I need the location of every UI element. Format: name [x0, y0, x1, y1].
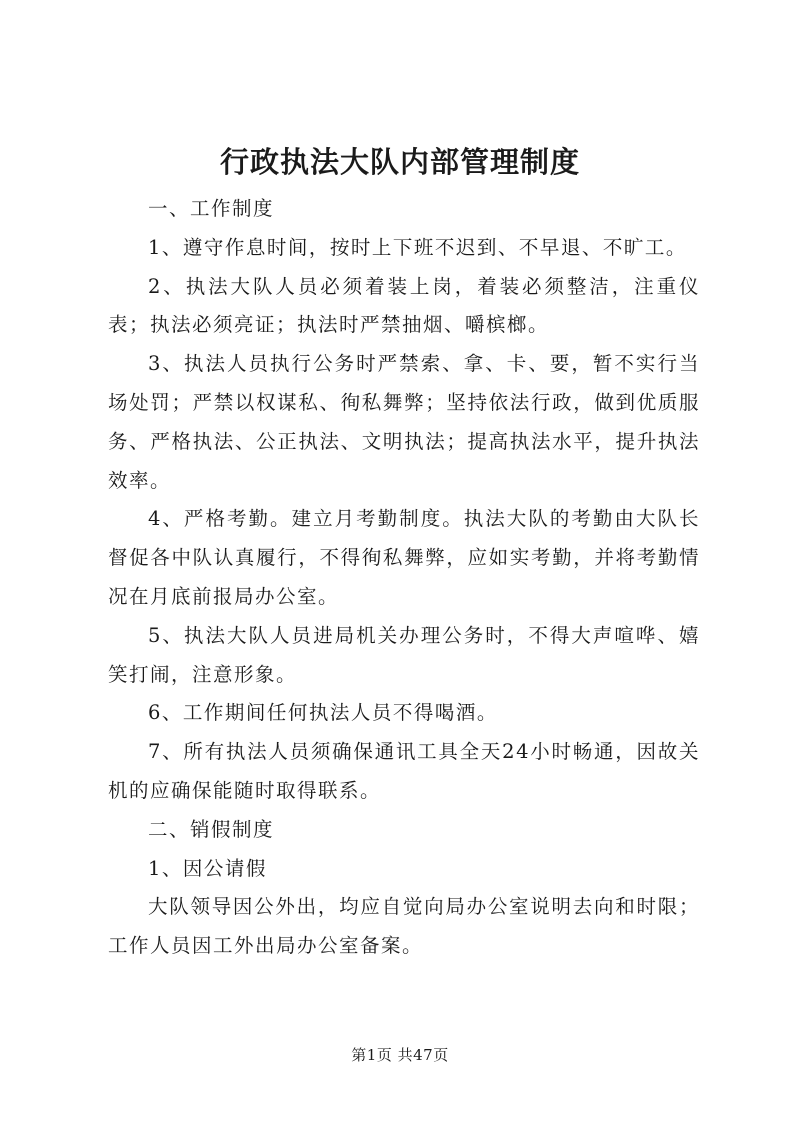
section-heading-work-rules: 一、工作制度	[147, 197, 274, 220]
subheading-official-leave: 1、因公请假	[147, 856, 267, 880]
paragraph-official-leave: 大队领导因公外出，均应自觉向局办公室说明去向和时限；工作人员因工外出局办公室备案。	[108, 895, 700, 958]
document-body	[108, 190, 700, 966]
paragraph-rule-7: 7、所有执法人员须确保通讯工具全天24小时畅通，因故关机的应确保能随时取得联系。	[108, 740, 700, 802]
document-title: 行政执法大队内部管理制度	[219, 145, 580, 179]
paragraph-rule-5: 5、执法大队人员进局机关办理公务时，不得大声喧哗、嬉笑打闹，注意形象。	[108, 623, 700, 686]
paragraph-rule-3: 3、执法人员执行公务时严禁索、拿、卡、要，暂不实行当场处罚；严禁以权谋私、徇私舞弊；坚持依法行政，做到优质服务、严格执法、公正执法、文明执法；提高执法水平，提升执法效率。	[108, 352, 700, 492]
paragraph-rule-6: 6、工作期间任何执法人员不得喝酒。	[147, 701, 498, 725]
paragraph-rule-4: 4、严格考勤。建立月考勤制度。执法大队的考勤由大队长督促各中队认真履行，不得徇私舞弊，应如实考勤，并将考勤情况在月底前报局办公室。	[108, 507, 700, 608]
page-number-footer: 第1页 共47页	[351, 1046, 449, 1064]
paragraph-rule-2: 2、执法大队人员必须着装上岗，着装必须整洁，注重仪表；执法必须亮证；执法时严禁抽烟、嚼槟榔。	[108, 274, 700, 337]
section-heading-leave-rules: 二、销假制度	[147, 817, 274, 841]
paragraph-rule-1: 1、遵守作息时间，按时上下班不迟到、不早退、不旷工。	[147, 235, 687, 259]
